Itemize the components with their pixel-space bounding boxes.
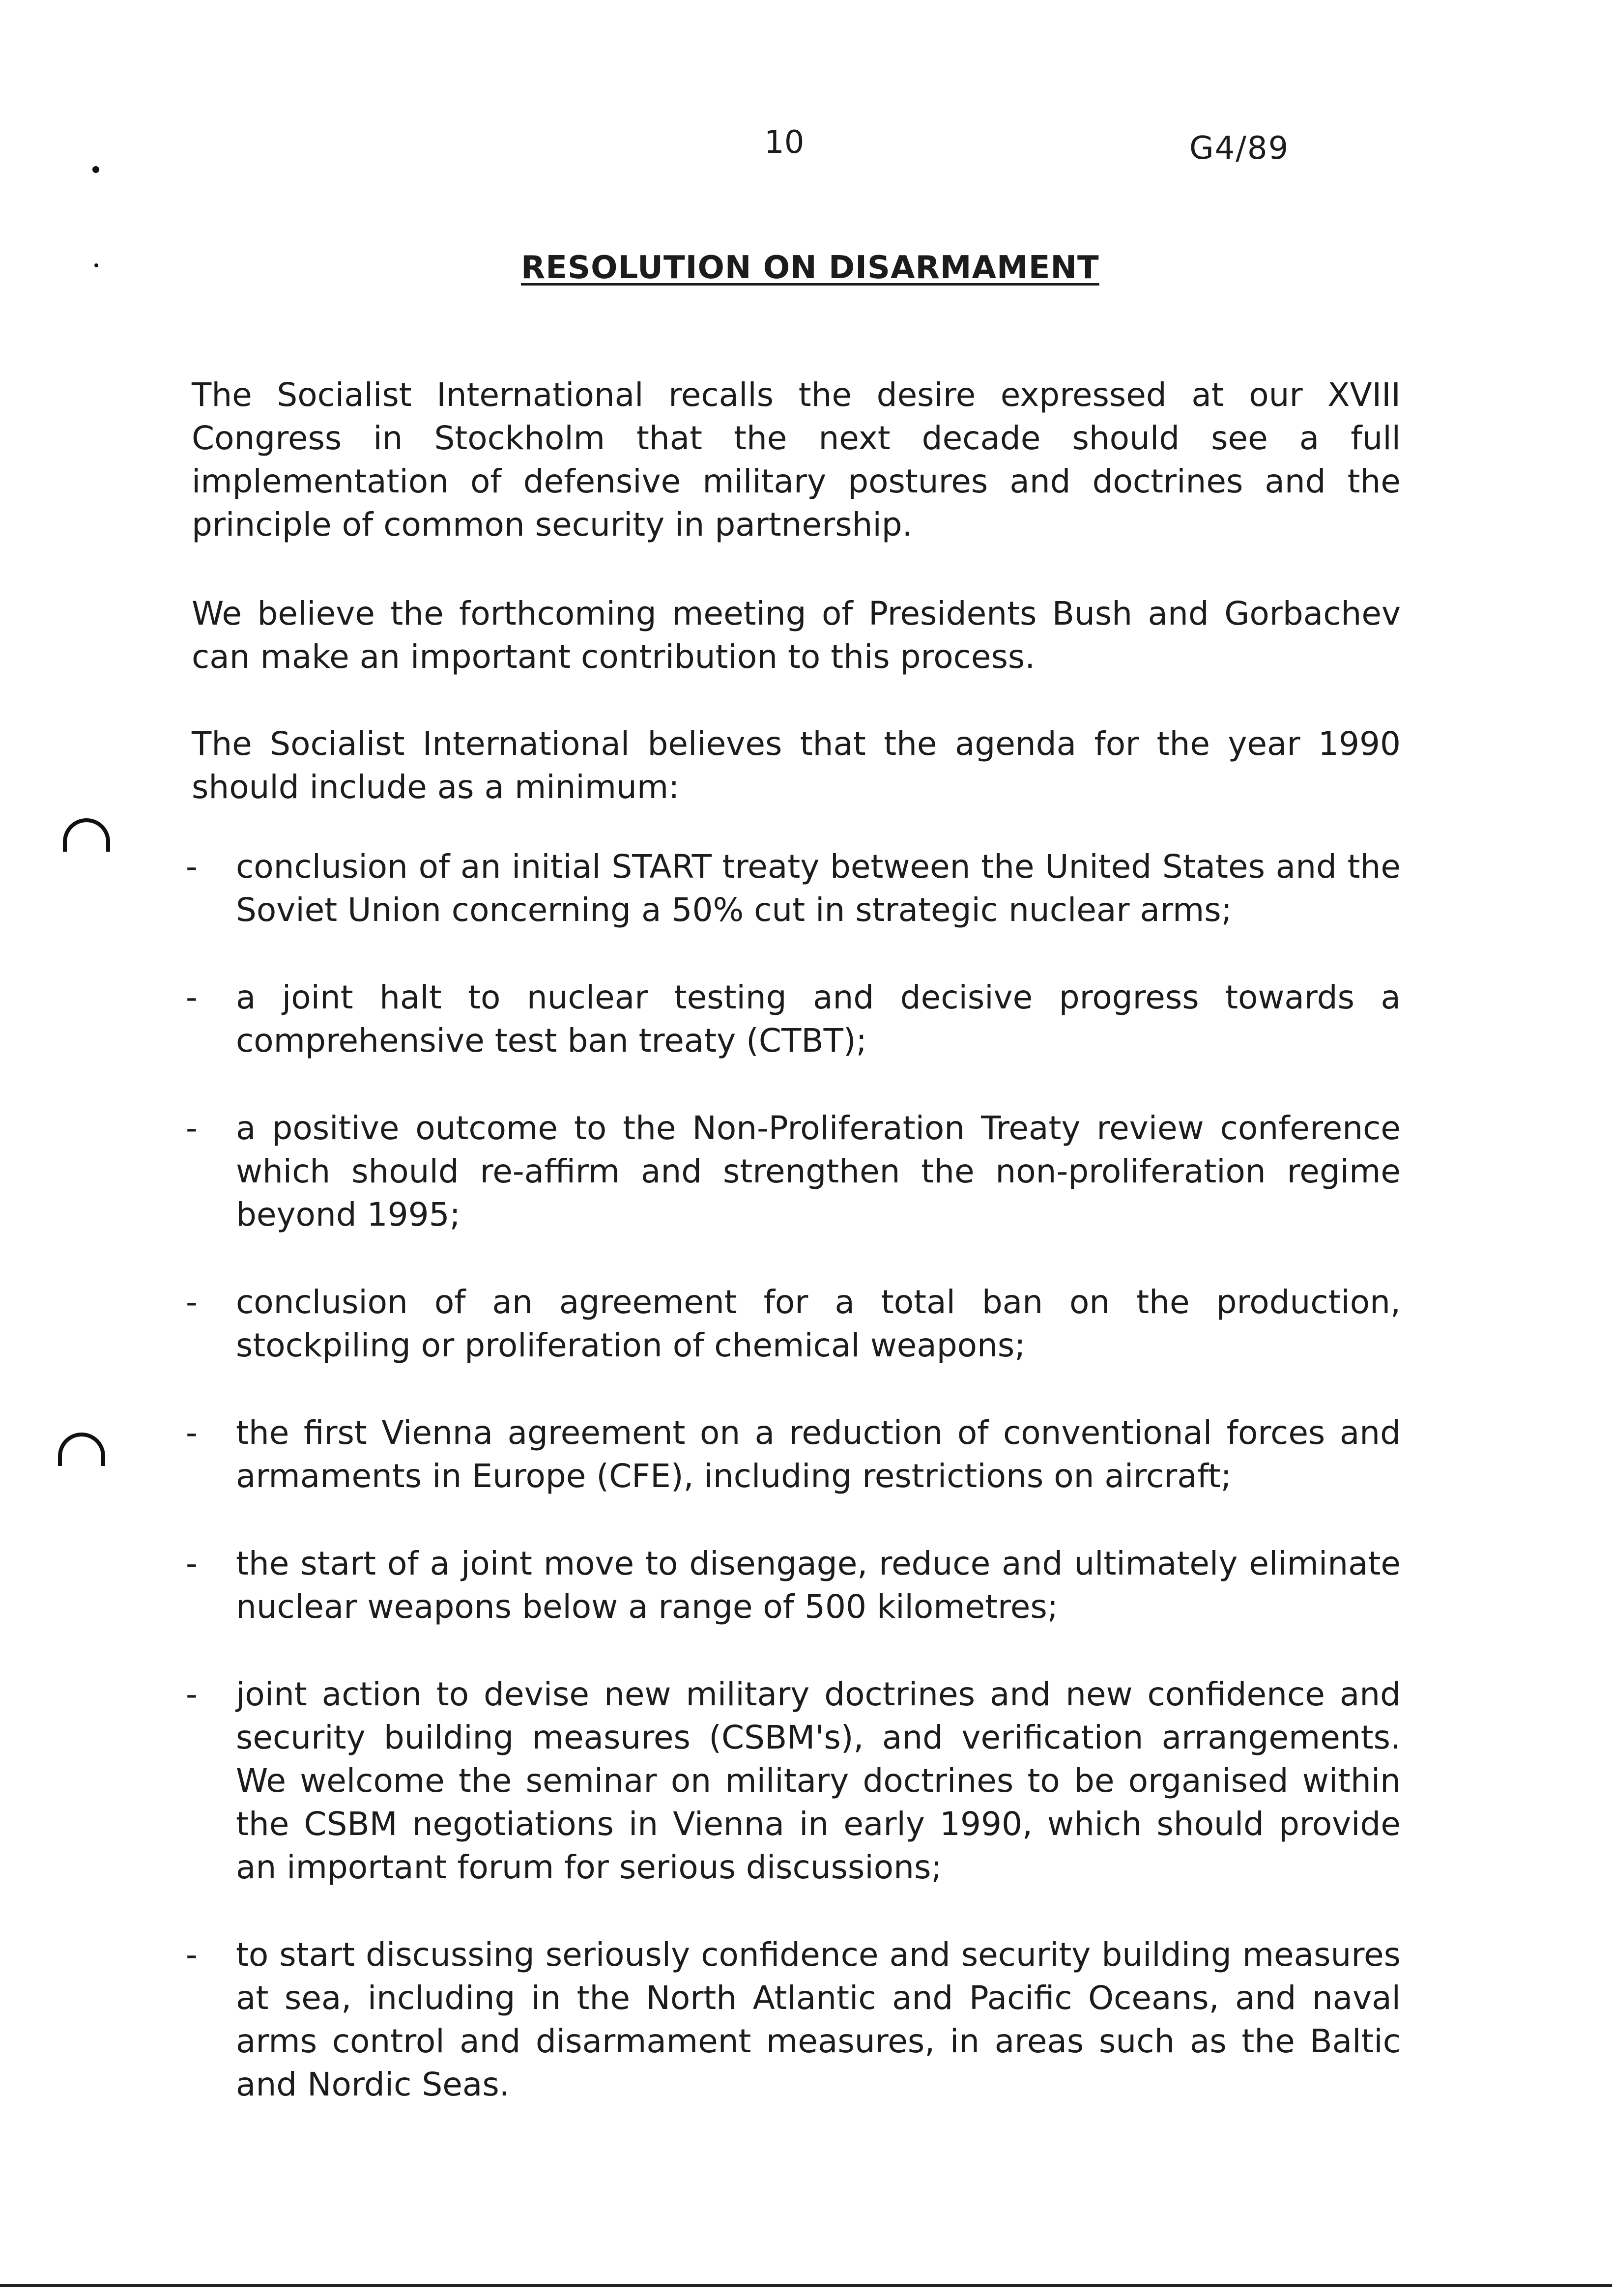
list-item-text: conclusion of an initial START treaty between the United States and the Soviet Union concerning a 50% cut in strategic nuclear arms; [236, 848, 1401, 929]
list-dash: - [186, 1283, 198, 1321]
agenda-paragraph: The Socialist International believes that the agenda for the year 1990 should include as a minimum: [192, 725, 1401, 806]
list-item [182, 1673, 1401, 1889]
list-dash: - [186, 978, 198, 1016]
list-item [182, 1933, 1401, 2106]
agenda-list [182, 845, 1401, 2151]
list-dash: - [186, 1109, 198, 1147]
list-item [182, 1411, 1401, 1498]
list-dash: - [186, 1414, 198, 1452]
list-item-text: a positive outcome to the Non-Proliferation Treaty review conference which should re-affirm and strengthen the non-proliferation regime beyond 1995; [236, 1109, 1401, 1234]
list-item-text: the start of a joint move to disengage, reduce and ultimately eliminate nuclear weapons below a range of 500 kilometres; [236, 1545, 1401, 1626]
list-item [182, 1281, 1401, 1367]
list-item-text: the first Vienna agreement on a reduction of conventional forces and armaments in Europe (CFE), including restrictions on aircraft; [236, 1414, 1401, 1495]
page-number: 10 [764, 124, 805, 161]
scan-edge-rule [0, 2284, 1612, 2287]
scan-speck [94, 263, 98, 267]
intro-paragraph: The Socialist International recalls the desire expressed at our XVIII Congress in Stockholm that the next decade should see a full implementation of defensive military postures and doctrines and the principle of common security in partnership. [192, 376, 1401, 544]
document-reference: G4/89 [1189, 130, 1290, 167]
punch-hole-mark [58, 1433, 105, 1466]
list-item [182, 976, 1401, 1062]
list-dash: - [186, 848, 198, 886]
list-item [182, 1107, 1401, 1236]
list-item [182, 1542, 1401, 1629]
punch-hole-mark [63, 818, 110, 852]
list-dash: - [186, 1675, 198, 1713]
list-item-text: a joint halt to nuclear testing and decisive progress towards a comprehensive test ban treaty (CTBT); [236, 978, 1401, 1060]
list-dash: - [186, 1936, 198, 1974]
list-item-text: joint action to devise new military doctrines and new confidence and security building measures (CSBM's), and verification arrangements. We welcome the seminar on military doctrines to be organised within the CSBM negotiations in Vienna in early 1990, which should provide an important forum for serious discussions; [236, 1675, 1401, 1886]
scan-speck [92, 166, 99, 173]
belief-paragraph: We believe the forthcoming meeting of Presidents Bush and Gorbachev can make an important contribution to this process. [192, 595, 1401, 676]
list-dash: - [186, 1545, 198, 1582]
list-item [182, 845, 1401, 932]
document-title: RESOLUTION ON DISARMAMENT [521, 250, 1099, 286]
list-item-text: conclusion of an agreement for a total ban on the production, stockpiling or proliferation of chemical weapons; [236, 1283, 1401, 1364]
list-item-text: to start discussing seriously confidence and security building measures at sea, including in the North Atlantic and Pacific Oceans, and naval arms control and disarmament measures, in areas such as the Baltic and Nordic Seas. [236, 1936, 1401, 2103]
